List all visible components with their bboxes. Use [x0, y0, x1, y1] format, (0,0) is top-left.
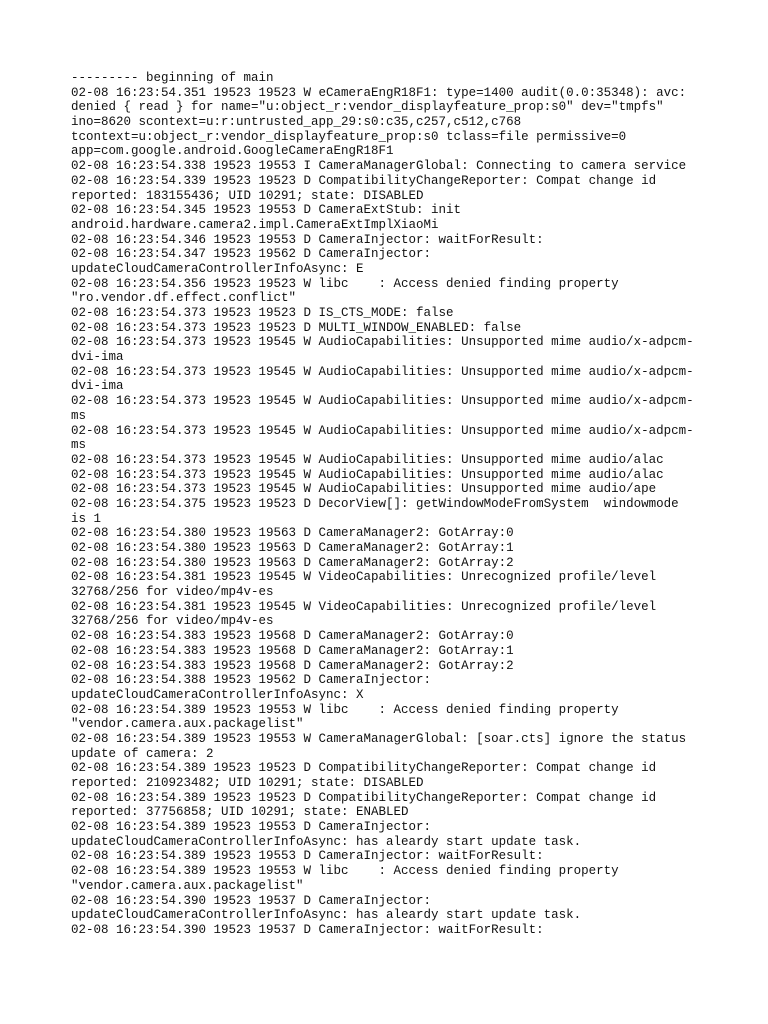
log-line: update of camera: 2: [71, 746, 214, 761]
log-line: 02-08 16:23:54.373 19523 19545 W AudioCapabilities: Unsupported mime audio/x-adpcm-: [71, 364, 694, 379]
log-line: 02-08 16:23:54.339 19523 19523 D CompatibilityChangeReporter: Compat change id: [71, 173, 657, 188]
log-line: 02-08 16:23:54.389 19523 19553 D CameraInjector: waitForResult:: [71, 849, 544, 864]
log-line: 02-08 16:23:54.356 19523 19523 W libc : Access denied finding property: [71, 276, 619, 291]
log-line: 02-08 16:23:54.375 19523 19523 D DecorView[]: getWindowModeFromSystem windowmode: [71, 496, 679, 511]
log-line: 02-08 16:23:54.346 19523 19553 D CameraInjector: waitForResult:: [71, 232, 544, 247]
log-line: 32768/256 for video/mp4v-es: [71, 585, 274, 600]
log-line: dvi-ima: [71, 350, 124, 365]
log-line: 02-08 16:23:54.373 19523 19523 D IS_CTS_MODE: false: [71, 306, 454, 320]
log-line: 02-08 16:23:54.373 19523 19545 W AudioCapabilities: Unsupported mime audio/alac: [71, 452, 664, 467]
log-line: 02-08 16:23:54.373 19523 19545 W AudioCapabilities: Unsupported mime audio/x-adpcm-: [71, 423, 694, 438]
log-line: 02-08 16:23:54.389 19523 19553 W libc : Access denied finding property: [71, 702, 619, 717]
log-line: 02-08 16:23:54.380 19523 19563 D CameraManager2: GotArray:2: [71, 555, 514, 570]
log-line: 02-08 16:23:54.351 19523 19523 W eCameraEngR18F1: type=1400 audit(0.0:35348): avc:: [71, 85, 687, 100]
log-line: ms: [71, 438, 87, 453]
log-line: 02-08 16:23:54.373 19523 19545 W AudioCapabilities: Unsupported mime audio/x-adpcm-: [71, 335, 694, 350]
log-line: updateCloudCameraControllerInfoAsync: has aleardy start update task.: [71, 908, 582, 923]
log-line: 02-08 16:23:54.381 19523 19545 W VideoCapabilities: Unrecognized profile/level: [71, 570, 657, 585]
log-line: reported: 37756858; UID 10291; state: ENABLED: [71, 805, 409, 820]
log-line: tcontext=u:object_r:vendor_displayfeature_prop:s0 tclass=file permissive=0: [71, 129, 627, 144]
log-line: --------- beginning of main: [71, 71, 274, 85]
log-line: 02-08 16:23:54.390 19523 19537 D CameraInjector: waitForResult:: [71, 922, 544, 937]
log-page: [71, 71, 711, 938]
log-line: dvi-ima: [71, 379, 124, 394]
log-line: 02-08 16:23:54.373 19523 19545 W AudioCapabilities: Unsupported mime audio/x-adpcm-: [71, 394, 694, 409]
log-line: 02-08 16:23:54.338 19523 19553 I CameraManagerGlobal: Connecting to camera service: [71, 159, 687, 174]
log-line: 02-08 16:23:54.380 19523 19563 D CameraManager2: GotArray:0: [71, 526, 514, 541]
log-line: "ro.vendor.df.effect.conflict": [71, 291, 297, 306]
log-line: 02-08 16:23:54.373 19523 19523 D MULTI_WINDOW_ENABLED: false: [71, 320, 522, 335]
log-line: 02-08 16:23:54.345 19523 19553 D CameraExtStub: init: [71, 203, 462, 218]
log-line: 02-08 16:23:54.383 19523 19568 D CameraManager2: GotArray:1: [71, 643, 514, 658]
log-line: 02-08 16:23:54.383 19523 19568 D CameraManager2: GotArray:0: [71, 629, 514, 644]
log-line: updateCloudCameraControllerInfoAsync: has aleardy start update task.: [71, 834, 582, 849]
log-line: app=com.google.android.GoogleCameraEngR18F1: [71, 144, 394, 159]
log-line: 02-08 16:23:54.347 19523 19562 D CameraInjector:: [71, 247, 432, 262]
log-line: updateCloudCameraControllerInfoAsync: X: [71, 687, 364, 702]
log-line: 02-08 16:23:54.389 19523 19523 D CompatibilityChangeReporter: Compat change id: [71, 761, 657, 776]
log-line: 02-08 16:23:54.389 19523 19553 D CameraInjector:: [71, 820, 432, 835]
log-line: 02-08 16:23:54.380 19523 19563 D CameraManager2: GotArray:1: [71, 541, 514, 555]
log-line: denied { read } for name="u:object_r:vendor_displayfeature_prop:s0" dev="tmpfs": [71, 100, 664, 115]
log-line: "vendor.camera.aux.packagelist": [71, 878, 304, 893]
log-line: 02-08 16:23:54.381 19523 19545 W VideoCapabilities: Unrecognized profile/level: [71, 599, 657, 614]
log-line: 02-08 16:23:54.388 19523 19562 D CameraInjector:: [71, 673, 432, 688]
log-line: 32768/256 for video/mp4v-es: [71, 614, 274, 629]
log-line: android.hardware.camera2.impl.CameraExtImplXiaoMi: [71, 217, 439, 232]
log-line: is 1: [71, 511, 102, 526]
log-line: 02-08 16:23:54.383 19523 19568 D CameraManager2: GotArray:2: [71, 658, 514, 673]
log-line: reported: 183155436; UID 10291; state: DISABLED: [71, 188, 424, 203]
log-line: "vendor.camera.aux.packagelist": [71, 717, 304, 732]
log-line: reported: 210923482; UID 10291; state: DISABLED: [71, 776, 424, 790]
log-line: 02-08 16:23:54.373 19523 19545 W AudioCapabilities: Unsupported mime audio/alac: [71, 467, 664, 482]
log-line: 02-08 16:23:54.389 19523 19553 W CameraManagerGlobal: [soar.cts] ignore the status: [71, 731, 687, 746]
log-line: updateCloudCameraControllerInfoAsync: E: [71, 261, 364, 276]
log-line: ino=8620 scontext=u:r:untrusted_app_29:s0:c35,c257,c512,c768: [71, 115, 522, 130]
log-line: 02-08 16:23:54.389 19523 19553 W libc : Access denied finding property: [71, 864, 619, 879]
log-line: 02-08 16:23:54.390 19523 19537 D CameraInjector:: [71, 893, 432, 908]
log-line: ms: [71, 408, 87, 423]
log-line: 02-08 16:23:54.373 19523 19545 W AudioCapabilities: Unsupported mime audio/ape: [71, 482, 657, 497]
log-line: 02-08 16:23:54.389 19523 19523 D CompatibilityChangeReporter: Compat change id: [71, 790, 657, 805]
